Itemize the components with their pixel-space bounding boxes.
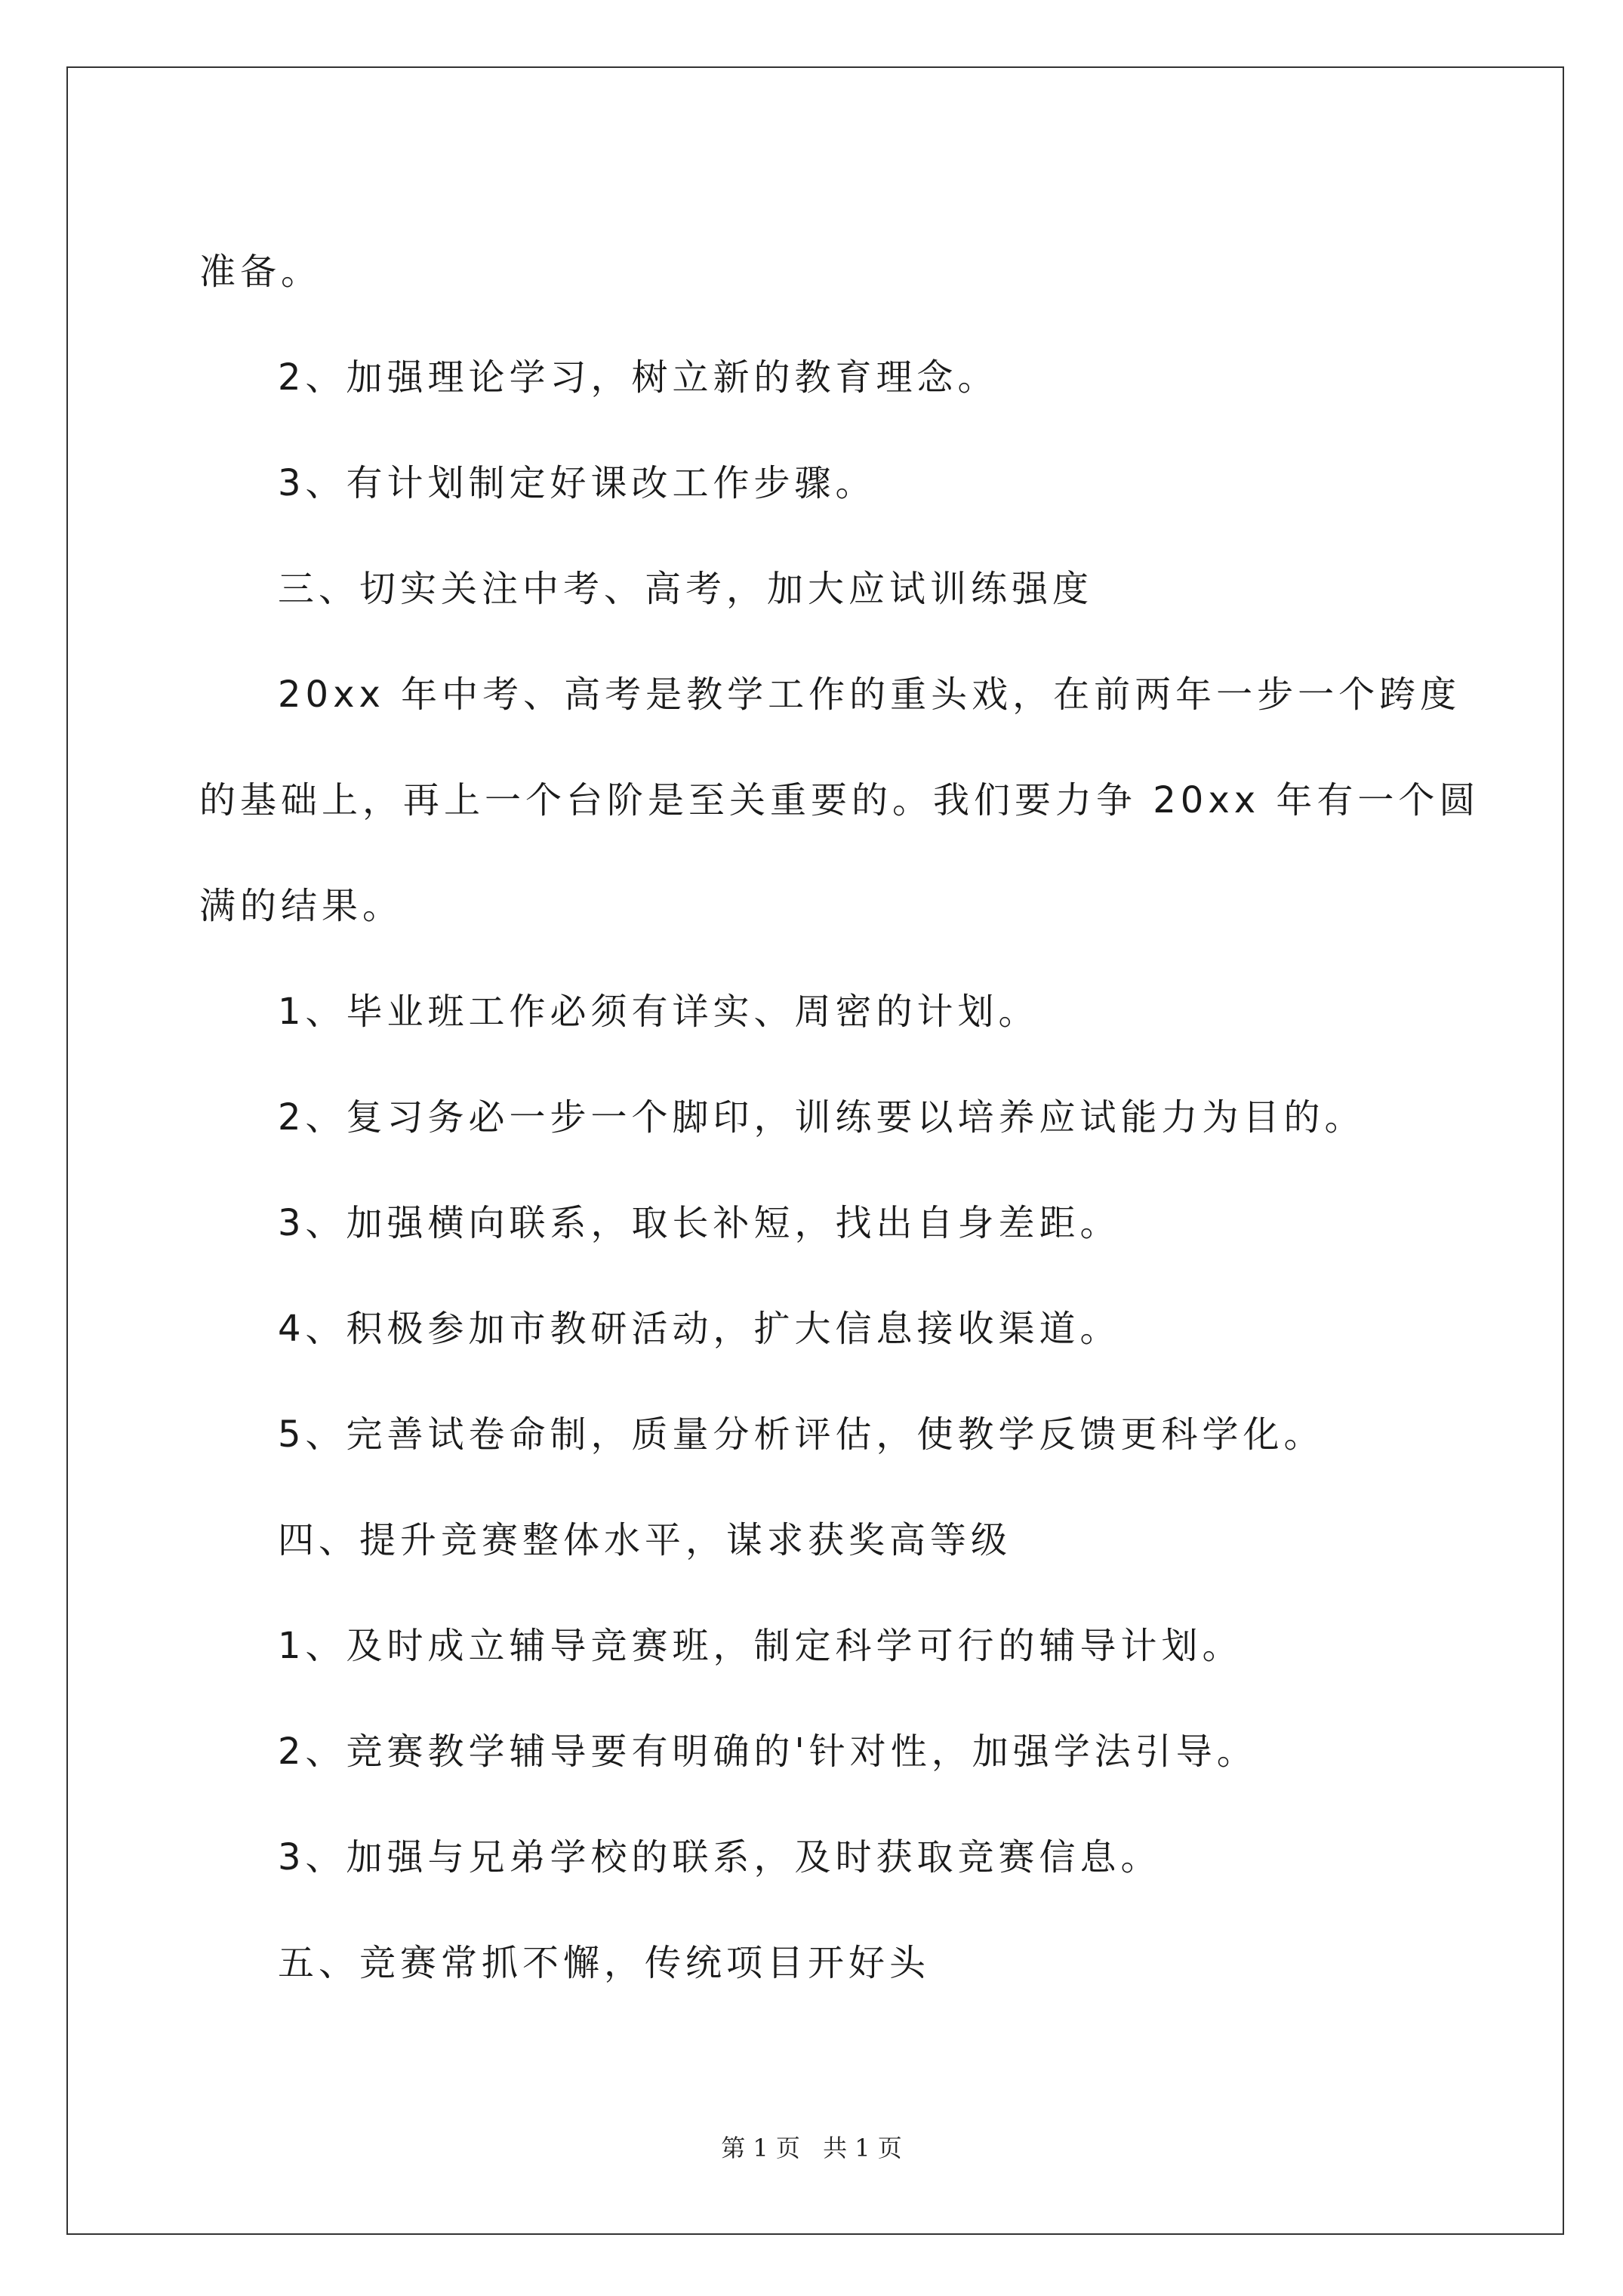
paragraph: 3、加强与兄弟学校的联系，及时获取竞赛信息。	[278, 1836, 1162, 1878]
paragraph: 3、加强横向联系，取长补短，找出自身差距。	[278, 1202, 1121, 1244]
paragraph: 满的结果。	[199, 885, 404, 927]
paragraph: 2、复习务必一步一个脚印，训练要以培养应试能力为目的。	[278, 1096, 1366, 1139]
section-heading: 五、竞赛常抓不懈，传统项目开好头	[278, 1942, 931, 1984]
paragraph: 5、完善试卷命制，质量分析评估，使教学反馈更科学化。	[278, 1413, 1325, 1456]
paragraph: 3、有计划制定好课改工作步骤。	[278, 462, 876, 504]
section-heading: 四、提升竞赛整体水平，谋求获奖高等级	[278, 1519, 1012, 1561]
paragraph: 2、加强理论学习，树立新的教育理念。	[278, 356, 999, 399]
page-total: 共 1 页	[823, 2134, 902, 2162]
paragraph: 准备。	[199, 251, 322, 293]
paragraph: 2、竞赛教学辅导要有明确的'针对性，加强学法引导。	[278, 1730, 1258, 1773]
page-footer	[0, 2129, 1623, 2164]
paragraph: 4、积极参加市教研活动，扩大信息接收渠道。	[278, 1308, 1121, 1350]
paragraph: 1、及时成立辅导竞赛班，制定科学可行的辅导计划。	[278, 1625, 1243, 1667]
paragraph: 1、毕业班工作必须有详实、周密的计划。	[278, 991, 1039, 1033]
paragraph: 的基础上，再上一个台阶是至关重要的。我们要力争 20xx 年有一个圆	[199, 779, 1480, 821]
paragraph: 20xx 年中考、高考是教学工作的重头戏，在前两年一步一个跨度	[278, 673, 1461, 716]
section-heading: 三、切实关注中考、高考，加大应试训练强度	[278, 568, 1094, 610]
document-body	[199, 219, 1480, 2016]
page-number: 第 1 页	[721, 2134, 800, 2162]
